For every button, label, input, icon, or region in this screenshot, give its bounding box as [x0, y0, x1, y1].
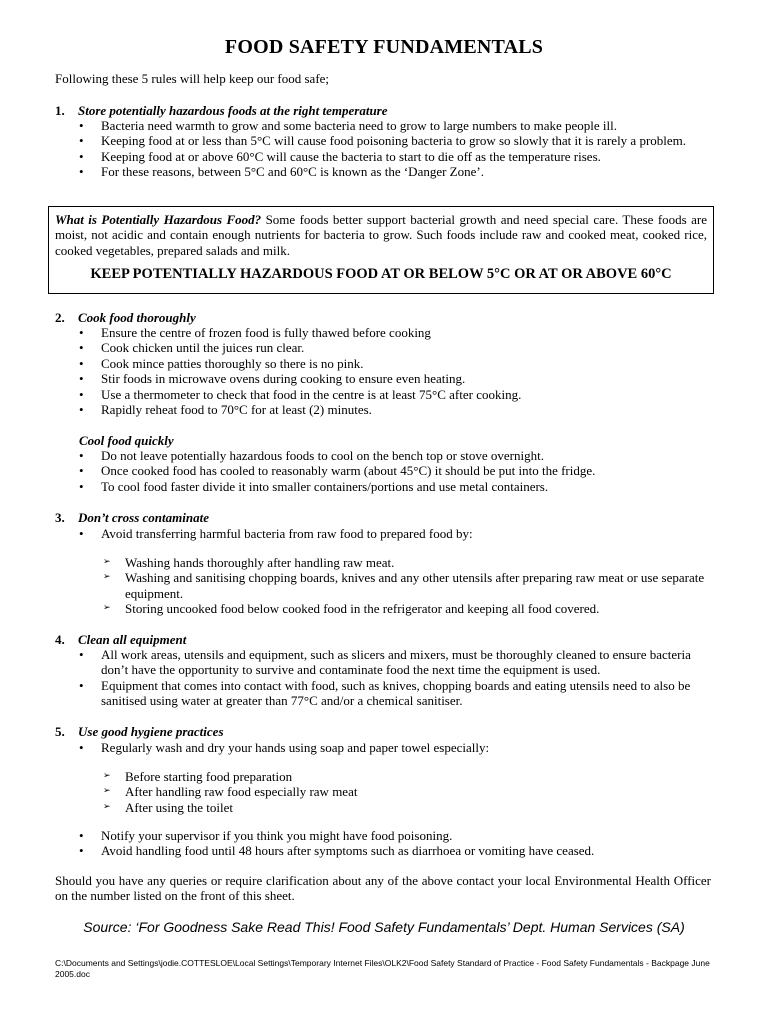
- list-item: • Cook mince patties thoroughly so there is no pink.: [79, 356, 715, 371]
- section-5-heading: [55, 724, 224, 739]
- list-item: ➢ After handling raw food especially raw meat: [103, 784, 715, 799]
- section-number: 1.: [55, 103, 65, 118]
- list-item: • Once cooked food has cooled to reasonably warm (about 45°C) it should be put into the fridge.: [79, 463, 715, 478]
- section-heading-text: Don’t cross contaminate: [78, 510, 209, 525]
- section-number: 5.: [55, 724, 65, 739]
- section-2-heading: [55, 310, 196, 325]
- list-item: • Keeping food at or above 60°C will cause the bacteria to start to die off as the temperature rises.: [79, 149, 715, 164]
- list-item: • Use a thermometer to check that food in the centre is at least 75°C after cooking.: [79, 387, 715, 402]
- section-heading-text: Use good hygiene practices: [78, 724, 224, 739]
- section-number: 2.: [55, 310, 65, 325]
- list-item: • Avoid handling food until 48 hours after symptoms such as diarrhoea or vomiting have ceased.: [79, 843, 715, 858]
- section-4-bullet-list: [79, 647, 715, 709]
- closing-paragraph: Should you have any queries or require clarification about any of the above contact your local Environmental Health Officer on the number listed on the front of this sheet.: [55, 873, 711, 904]
- list-item: ➢ Storing uncooked food below cooked food in the refrigerator and keeping all food covered.: [103, 601, 715, 616]
- page-title: FOOD SAFETY FUNDAMENTALS: [224, 36, 544, 58]
- list-item: • Equipment that comes into contact with food, such as knives, chopping boards and eating utensils need to also be sanitised using water at greater than 77°C and/or a chemical sanitiser.: [79, 678, 715, 709]
- section-5-arrow-list: [103, 769, 715, 815]
- box-text: Some foods better support bacterial growth and need special care. These foods are moist, not acidic and contain enough nutrients for bacteria to grow. Such foods include raw and cooked meat, cooked rice, cooked vegetables, prepared salads and milk.: [55, 212, 707, 258]
- list-item: ➢ Before starting food preparation: [103, 769, 715, 784]
- cool-food-subheading: Cool food quickly: [79, 433, 174, 448]
- list-item: • Keeping food at or less than 5°C will cause food poisoning bacteria to grow so slowly that it is rarely a problem.: [79, 133, 715, 148]
- section-3-bullet-list: [79, 526, 715, 541]
- list-item: • Stir foods in microwave ovens during cooking to ensure even heating.: [79, 371, 715, 386]
- section-heading-text: Cook food thoroughly: [78, 310, 196, 325]
- list-item: ➢ Washing and sanitising chopping boards, knives and any other utensils after preparing raw meat or use separate equipment.: [103, 570, 715, 601]
- list-item: • Avoid transferring harmful bacteria from raw food to prepared food by:: [79, 526, 715, 541]
- box-paragraph: [55, 212, 707, 258]
- source-citation: Source: ‘For Goodness Sake Read This! Food Safety Fundamentals’ Dept. Human Services (SA): [83, 919, 685, 935]
- list-item: • Ensure the centre of frozen food is fully thawed before cooking: [79, 325, 715, 340]
- list-item: • Rapidly reheat food to 70°C for at least (2) minutes.: [79, 402, 715, 417]
- intro-text: Following these 5 rules will help keep our food safe;: [55, 71, 330, 86]
- list-item: • Notify your supervisor if you think you might have food poisoning.: [79, 828, 715, 843]
- list-item: • Regularly wash and dry your hands using soap and paper towel especially:: [79, 740, 715, 755]
- section-3-arrow-list: [103, 555, 715, 617]
- list-item: • To cool food faster divide it into smaller containers/portions and use metal containers.: [79, 479, 715, 494]
- list-item: • Cook chicken until the juices run clear.: [79, 340, 715, 355]
- section-3-heading: [55, 510, 209, 525]
- list-item: • Do not leave potentially hazardous foods to cool on the bench top or stove overnight.: [79, 448, 715, 463]
- section-heading-text: Store potentially hazardous foods at the right temperature: [78, 103, 388, 118]
- list-item: ➢ After using the toilet: [103, 800, 715, 815]
- section-4-heading: [55, 632, 186, 647]
- section-5-bullet-list: [79, 740, 715, 755]
- section-number: 4.: [55, 632, 65, 647]
- list-item: • For these reasons, between 5°C and 60°C is known as the ‘Danger Zone’.: [79, 164, 715, 179]
- section-5-bullet-list-2: [79, 828, 715, 859]
- box-question: What is Potentially Hazardous Food?: [55, 212, 262, 227]
- section-heading-text: Clean all equipment: [78, 632, 187, 647]
- list-item: • Bacteria need warmth to grow and some bacteria need to grow to large numbers to make people ill.: [79, 118, 715, 133]
- list-item: • All work areas, utensils and equipment, such as slicers and mixers, must be thoroughly cleaned to ensure bacteria don’t have the opportunity to survive and contaminate food the next time the equipment is used.: [79, 647, 715, 678]
- file-path-footer: C:\Documents and Settings\jodie.COTTESLOE\Local Settings\Temporary Internet Files\OLK2\Food Safety Standard of Practice - Food Safety Fundamentals - Backpage June 2005.doc: [55, 958, 710, 979]
- section-1-bullet-list: [79, 118, 715, 180]
- section-number: 3.: [55, 510, 65, 525]
- hazardous-food-box: [48, 206, 714, 294]
- list-item: ➢ Washing hands thoroughly after handling raw meat.: [103, 555, 715, 570]
- temperature-warning: KEEP POTENTIALLY HAZARDOUS FOOD AT OR BELOW 5°C OR AT OR ABOVE 60°C: [90, 266, 672, 283]
- section-1-heading: [55, 103, 388, 118]
- cool-food-bullet-list: [79, 448, 715, 494]
- section-2-bullet-list: [79, 325, 715, 417]
